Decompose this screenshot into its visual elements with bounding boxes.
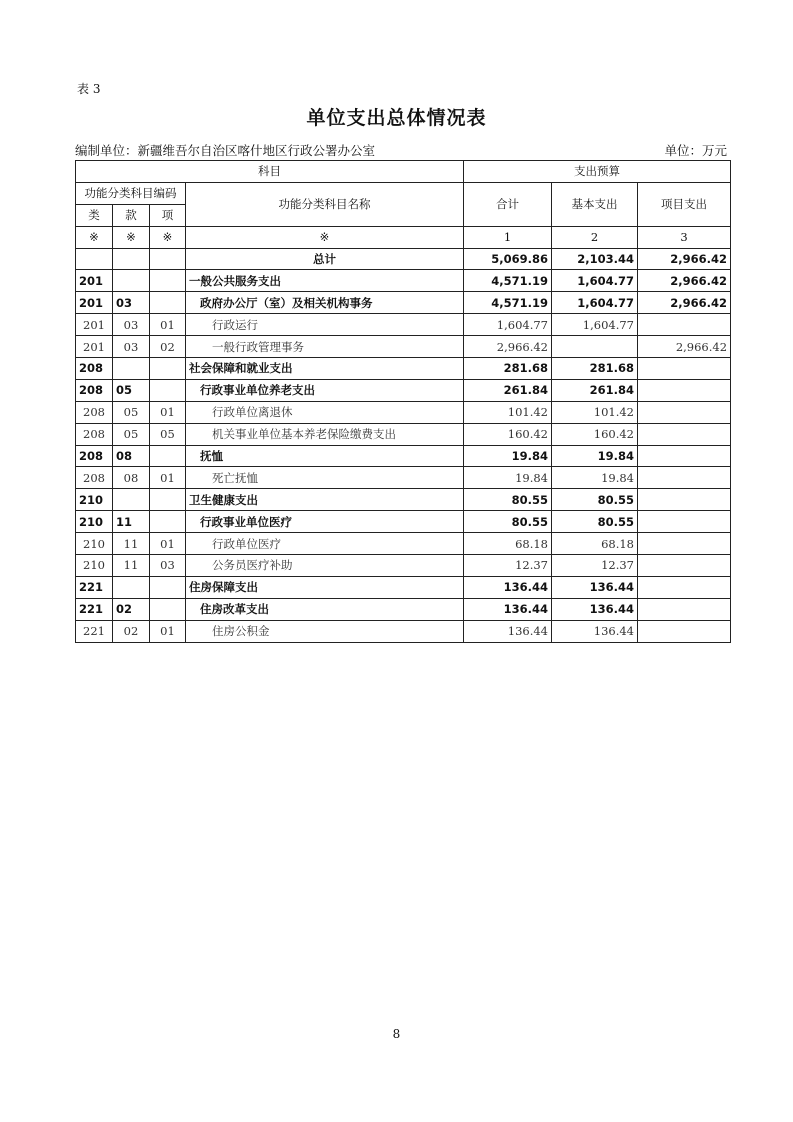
col-number-3: 3 <box>638 226 731 248</box>
cell-name: 行政单位医疗 <box>186 533 464 555</box>
cell-section: 05 <box>113 423 150 445</box>
cell-item <box>150 358 186 380</box>
cell-total: 5,069.86 <box>464 248 552 270</box>
cell-total: 136.44 <box>464 576 552 598</box>
header-section: 款 <box>113 204 150 226</box>
cell-name: 住房改革支出 <box>186 598 464 620</box>
table-row <box>76 292 731 314</box>
cell-class: 221 <box>76 576 113 598</box>
cell-total: 80.55 <box>464 489 552 511</box>
cell-section: 11 <box>113 511 150 533</box>
cell-name: 行政运行 <box>186 314 464 336</box>
table-row <box>76 467 731 489</box>
cell-project <box>638 598 731 620</box>
cell-class: 221 <box>76 620 113 642</box>
cell-basic: 136.44 <box>552 620 638 642</box>
cell-item <box>150 511 186 533</box>
cell-item <box>150 445 186 467</box>
cell-section: 03 <box>113 292 150 314</box>
cell-total: 2,966.42 <box>464 336 552 358</box>
expenditure-table <box>75 160 731 643</box>
cell-section: 03 <box>113 314 150 336</box>
cell-project <box>638 489 731 511</box>
cell-name: 死亡抚恤 <box>186 467 464 489</box>
cell-item: 01 <box>150 467 186 489</box>
header-code-group: 功能分类科目编码 <box>76 182 186 204</box>
cell-project <box>638 576 731 598</box>
cell-class <box>76 248 113 270</box>
cell-item: 05 <box>150 423 186 445</box>
cell-total: 1,604.77 <box>464 314 552 336</box>
cell-basic: 12.37 <box>552 555 638 577</box>
table-row <box>76 555 731 577</box>
cell-name: 公务员医疗补助 <box>186 555 464 577</box>
cell-basic: 1,604.77 <box>552 314 638 336</box>
page-number: 8 <box>392 1027 401 1041</box>
cell-section: 05 <box>113 401 150 423</box>
table-row <box>76 489 731 511</box>
cell-basic <box>552 336 638 358</box>
cell-class: 208 <box>76 445 113 467</box>
header-total: 合计 <box>464 182 552 226</box>
cell-item: 01 <box>150 314 186 336</box>
cell-item <box>150 576 186 598</box>
cell-basic: 68.18 <box>552 533 638 555</box>
cell-name: 抚恤 <box>186 445 464 467</box>
table-row <box>76 445 731 467</box>
cell-class: 208 <box>76 467 113 489</box>
cell-project <box>638 445 731 467</box>
cell-total: 136.44 <box>464 598 552 620</box>
table-row <box>76 379 731 401</box>
cell-project <box>638 555 731 577</box>
cell-class: 208 <box>76 379 113 401</box>
cell-name: 机关事业单位基本养老保险缴费支出 <box>186 423 464 445</box>
cell-project <box>638 358 731 380</box>
cell-total: 136.44 <box>464 620 552 642</box>
cell-project: 2,966.42 <box>638 336 731 358</box>
header-project: 项目支出 <box>638 182 731 226</box>
cell-project <box>638 423 731 445</box>
col-number-1: 1 <box>464 226 552 248</box>
cell-section: 11 <box>113 533 150 555</box>
cell-total: 101.42 <box>464 401 552 423</box>
cell-name: 行政事业单位医疗 <box>186 511 464 533</box>
cell-basic: 261.84 <box>552 379 638 401</box>
cell-name: 总计 <box>186 248 464 270</box>
cell-section: 08 <box>113 445 150 467</box>
cell-item <box>150 248 186 270</box>
header-row-top <box>76 161 731 183</box>
cell-item <box>150 489 186 511</box>
cell-section: 11 <box>113 555 150 577</box>
cell-item <box>150 270 186 292</box>
page-title: 单位支出总体情况表 <box>306 107 487 129</box>
cell-project <box>638 401 731 423</box>
cell-project: 2,966.42 <box>638 270 731 292</box>
cell-basic: 19.84 <box>552 445 638 467</box>
header-row-code-group <box>76 182 731 204</box>
cell-total: 19.84 <box>464 467 552 489</box>
cell-section <box>113 270 150 292</box>
cell-class: 201 <box>76 270 113 292</box>
header-budget: 支出预算 <box>464 161 731 183</box>
cell-basic: 80.55 <box>552 489 638 511</box>
cell-project <box>638 511 731 533</box>
cell-section: 02 <box>113 598 150 620</box>
cell-section <box>113 358 150 380</box>
cell-basic: 19.84 <box>552 467 638 489</box>
table-row <box>76 598 731 620</box>
header-subject: 科目 <box>76 161 464 183</box>
mark-name: ※ <box>186 226 464 248</box>
cell-total: 4,571.19 <box>464 292 552 314</box>
cell-name: 住房保障支出 <box>186 576 464 598</box>
table-row <box>76 620 731 642</box>
table-row <box>76 314 731 336</box>
cell-class: 201 <box>76 336 113 358</box>
col-number-2: 2 <box>552 226 638 248</box>
mark-section: ※ <box>113 226 150 248</box>
cell-basic: 160.42 <box>552 423 638 445</box>
cell-section: 03 <box>113 336 150 358</box>
organization-label: 编制单位：新疆维吾尔自治区喀什地区行政公署办公室 <box>75 143 376 158</box>
cell-item <box>150 598 186 620</box>
cell-section: 08 <box>113 467 150 489</box>
table-row <box>76 423 731 445</box>
cell-project: 2,966.42 <box>638 292 731 314</box>
cell-name: 社会保障和就业支出 <box>186 358 464 380</box>
cell-basic: 1,604.77 <box>552 270 638 292</box>
header-item: 项 <box>150 204 186 226</box>
header-basic: 基本支出 <box>552 182 638 226</box>
cell-total: 12.37 <box>464 555 552 577</box>
cell-section: 05 <box>113 379 150 401</box>
cell-name: 一般行政管理事务 <box>186 336 464 358</box>
cell-item: 01 <box>150 533 186 555</box>
cell-name: 行政事业单位养老支出 <box>186 379 464 401</box>
cell-basic: 1,604.77 <box>552 292 638 314</box>
cell-class: 221 <box>76 598 113 620</box>
cell-basic: 136.44 <box>552 598 638 620</box>
header-name: 功能分类科目名称 <box>186 182 464 226</box>
header-row-marks <box>76 226 731 248</box>
cell-project <box>638 620 731 642</box>
cell-total: 80.55 <box>464 511 552 533</box>
cell-name: 政府办公厅（室）及相关机构事务 <box>186 292 464 314</box>
cell-item <box>150 379 186 401</box>
cell-name: 行政单位离退休 <box>186 401 464 423</box>
table-row <box>76 533 731 555</box>
cell-item: 01 <box>150 620 186 642</box>
cell-project <box>638 533 731 555</box>
cell-basic: 80.55 <box>552 511 638 533</box>
cell-basic: 136.44 <box>552 576 638 598</box>
cell-class: 208 <box>76 401 113 423</box>
mark-class: ※ <box>76 226 113 248</box>
cell-item <box>150 292 186 314</box>
cell-project: 2,966.42 <box>638 248 731 270</box>
cell-section: 02 <box>113 620 150 642</box>
cell-class: 201 <box>76 292 113 314</box>
mark-item: ※ <box>150 226 186 248</box>
cell-total: 19.84 <box>464 445 552 467</box>
cell-class: 210 <box>76 533 113 555</box>
cell-class: 210 <box>76 555 113 577</box>
table-number: 表 3 <box>77 82 101 96</box>
cell-name: 住房公积金 <box>186 620 464 642</box>
cell-project <box>638 467 731 489</box>
grand-total-row <box>76 248 731 270</box>
cell-class: 210 <box>76 489 113 511</box>
cell-name: 卫生健康支出 <box>186 489 464 511</box>
cell-project <box>638 379 731 401</box>
cell-class: 208 <box>76 358 113 380</box>
cell-class: 210 <box>76 511 113 533</box>
cell-section <box>113 248 150 270</box>
cell-total: 281.68 <box>464 358 552 380</box>
table-row <box>76 336 731 358</box>
table-row <box>76 576 731 598</box>
header-class: 类 <box>76 204 113 226</box>
cell-total: 68.18 <box>464 533 552 555</box>
cell-section <box>113 576 150 598</box>
cell-basic: 2,103.44 <box>552 248 638 270</box>
cell-basic: 101.42 <box>552 401 638 423</box>
cell-item: 03 <box>150 555 186 577</box>
cell-section <box>113 489 150 511</box>
cell-total: 4,571.19 <box>464 270 552 292</box>
cell-project <box>638 314 731 336</box>
table-row <box>76 401 731 423</box>
cell-total: 160.42 <box>464 423 552 445</box>
currency-unit-label: 单位：万元 <box>664 143 727 158</box>
cell-total: 261.84 <box>464 379 552 401</box>
table-row <box>76 358 731 380</box>
cell-class: 208 <box>76 423 113 445</box>
cell-name: 一般公共服务支出 <box>186 270 464 292</box>
cell-item: 01 <box>150 401 186 423</box>
table-row <box>76 511 731 533</box>
cell-class: 201 <box>76 314 113 336</box>
cell-basic: 281.68 <box>552 358 638 380</box>
cell-item: 02 <box>150 336 186 358</box>
table-row <box>76 270 731 292</box>
